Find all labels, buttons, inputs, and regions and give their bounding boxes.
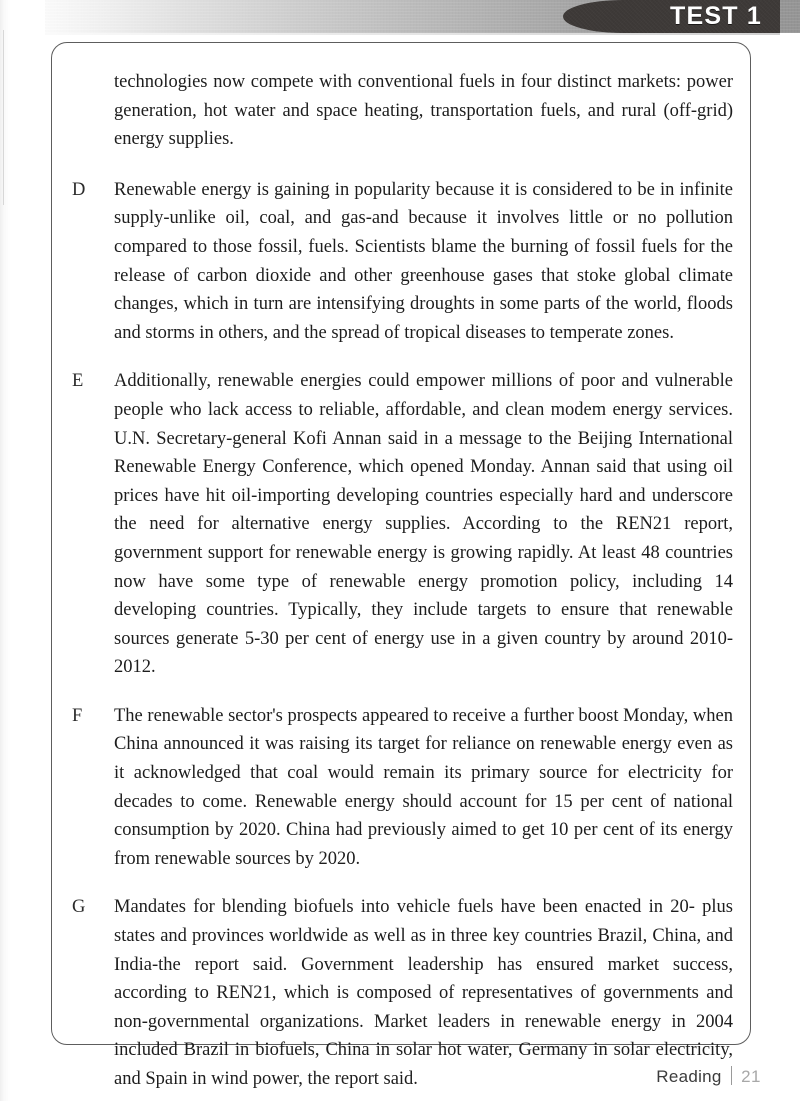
footer-divider [731,1066,732,1085]
paragraph-text-d: Renewable energy is gaining in popularity because it is considered to be in infinite supply-unlike oil, coal, and gas-and because it involves little or no pollution compared to those fossil, fuels. Scientists blame the burning of fossil fuels for the release of carbon dioxide and other greenhouse gases that stoke global climate changes, which in turn are intensifying droughts in some parts of the world, floods and storms in others, and the spread of tropical diseases to temperate zones. [114,179,733,343]
paragraph-letter-g: G [72,897,86,918]
header-band-underline [45,33,780,35]
paragraph-text-f: The renewable sector's prospects appeared to receive a further boost Monday, when China announced it was raising its target for reliance on renewable energy even as it acknowledged that coal would remain its primary source for electricity for decades to come. Renewable energy should account for 15 per cent of national consumption by 2020. China had previously aimed to get 10 per cent of its energy from renewable sources by 2020. [114,705,733,869]
passage-paragraph-e [71,367,733,682]
passage-body [71,68,733,1094]
paragraph-text-g: Mandates for blending biofuels into vehicle fuels have been enacted in 20- plus states and provinces worldwide as well as in three key countries Brazil, China, and India-the report said. Government leadership has ensured market success, according to REN21, which is composed of representatives of governments and non-governmental organizations. Market leaders in renewable energy in 2004 included Brazil in biofuels, China in solar hot water, Germany in solar electricity, and Spain in wind power, the report said. [114,897,733,1089]
scan-edge-artifact [0,0,10,1101]
test-banner [563,0,780,33]
scan-edge-line [3,30,4,205]
paragraph-letter-e: E [72,371,84,392]
test-banner-label: TEST 1 [670,1,762,30]
passage-paragraph-f [71,702,733,874]
footer-section-label: Reading [656,1067,722,1086]
paragraph-letter-f: F [72,705,83,726]
paragraph-letter-d: D [72,179,86,200]
page-footer [656,1063,761,1087]
passage-paragraph-d [71,176,733,348]
passage-paragraph-g [71,893,733,1093]
passage-paragraph [71,68,733,154]
paragraph-text-e: Additionally, renewable energies could empower millions of poor and vulnerable people who lack access to reliable, affordable, and clean modem energy services. U.N. Secretary-general Kofi Annan said in a message to the Beijing International Renewable Energy Conference, which opened Monday. Annan said that using oil prices have hit oil-importing developing countries especially hard and underscore the need for alternative energy supplies. According to the REN21 report, government support for renewable energy is growing rapidly. At least 48 countries now have some type of renewable energy promotion policy, including 14 developing countries. Typically, they include targets to ensure that renewable sources generate 5-30 per cent of energy use in a given country by around 2010-2012. [114,371,733,678]
paragraph-text: technologies now compete with conventional fuels in four distinct markets: power generation, hot water and space heating, transportation fuels, and rural (off-grid) energy supplies. [114,72,733,150]
footer-page-number: 21 [741,1067,761,1086]
